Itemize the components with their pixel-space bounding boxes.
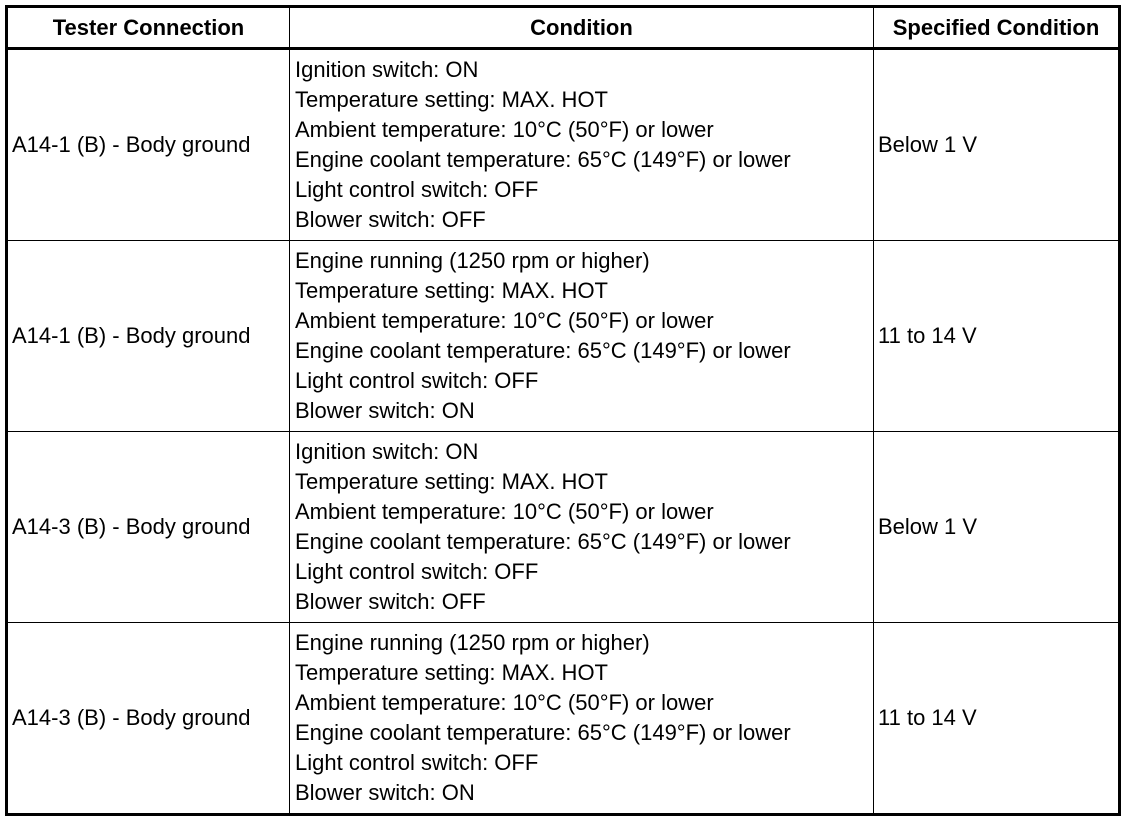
condition-line: Blower switch: ON xyxy=(295,398,475,423)
specified-condition-cell: Below 1 V xyxy=(874,432,1120,623)
condition-line: Blower switch: ON xyxy=(295,780,475,805)
condition-cell xyxy=(290,432,874,623)
condition-line: Engine running (1250 rpm or higher) xyxy=(295,248,650,273)
specified-condition-cell: Below 1 V xyxy=(874,49,1120,241)
tester-spec-table xyxy=(5,5,1121,816)
table-row xyxy=(7,49,1120,241)
condition-line: Engine coolant temperature: 65°C (149°F) or lower xyxy=(295,147,791,172)
condition-line: Blower switch: OFF xyxy=(295,589,486,614)
header-condition: Condition xyxy=(290,7,874,49)
table-row xyxy=(7,241,1120,432)
condition-line: Temperature setting: MAX. HOT xyxy=(295,87,608,112)
tester-connection-cell: A14-1 (B) - Body ground xyxy=(7,49,290,241)
tester-connection-cell: A14-1 (B) - Body ground xyxy=(7,241,290,432)
condition-line: Light control switch: OFF xyxy=(295,368,539,393)
condition-line: Ambient temperature: 10°C (50°F) or lower xyxy=(295,308,714,333)
header-tester-connection: Tester Connection xyxy=(7,7,290,49)
condition-line: Engine coolant temperature: 65°C (149°F) or lower xyxy=(295,338,791,363)
specified-condition-cell: 11 to 14 V xyxy=(874,241,1120,432)
condition-line: Ambient temperature: 10°C (50°F) or lower xyxy=(295,117,714,142)
condition-line: Ignition switch: ON xyxy=(295,57,479,82)
condition-line: Temperature setting: MAX. HOT xyxy=(295,469,608,494)
header-row xyxy=(7,7,1120,49)
condition-line: Light control switch: OFF xyxy=(295,177,539,202)
condition-line: Engine running (1250 rpm or higher) xyxy=(295,630,650,655)
tester-connection-cell: A14-3 (B) - Body ground xyxy=(7,623,290,815)
condition-line: Temperature setting: MAX. HOT xyxy=(295,660,608,685)
table-header xyxy=(7,7,1120,49)
condition-cell xyxy=(290,241,874,432)
condition-cell xyxy=(290,623,874,815)
condition-line: Engine coolant temperature: 65°C (149°F) or lower xyxy=(295,720,791,745)
condition-line: Light control switch: OFF xyxy=(295,559,539,584)
specified-condition-cell: 11 to 14 V xyxy=(874,623,1120,815)
condition-line: Ambient temperature: 10°C (50°F) or lower xyxy=(295,690,714,715)
condition-line: Engine coolant temperature: 65°C (149°F) or lower xyxy=(295,529,791,554)
condition-line: Ambient temperature: 10°C (50°F) or lower xyxy=(295,499,714,524)
table-body xyxy=(7,49,1120,815)
header-specified-condition: Specified Condition xyxy=(874,7,1120,49)
condition-line: Light control switch: OFF xyxy=(295,750,539,775)
condition-cell xyxy=(290,49,874,241)
condition-line: Temperature setting: MAX. HOT xyxy=(295,278,608,303)
condition-line: Ignition switch: ON xyxy=(295,439,479,464)
tester-connection-cell: A14-3 (B) - Body ground xyxy=(7,432,290,623)
table-row xyxy=(7,623,1120,815)
condition-line: Blower switch: OFF xyxy=(295,207,486,232)
table-row xyxy=(7,432,1120,623)
